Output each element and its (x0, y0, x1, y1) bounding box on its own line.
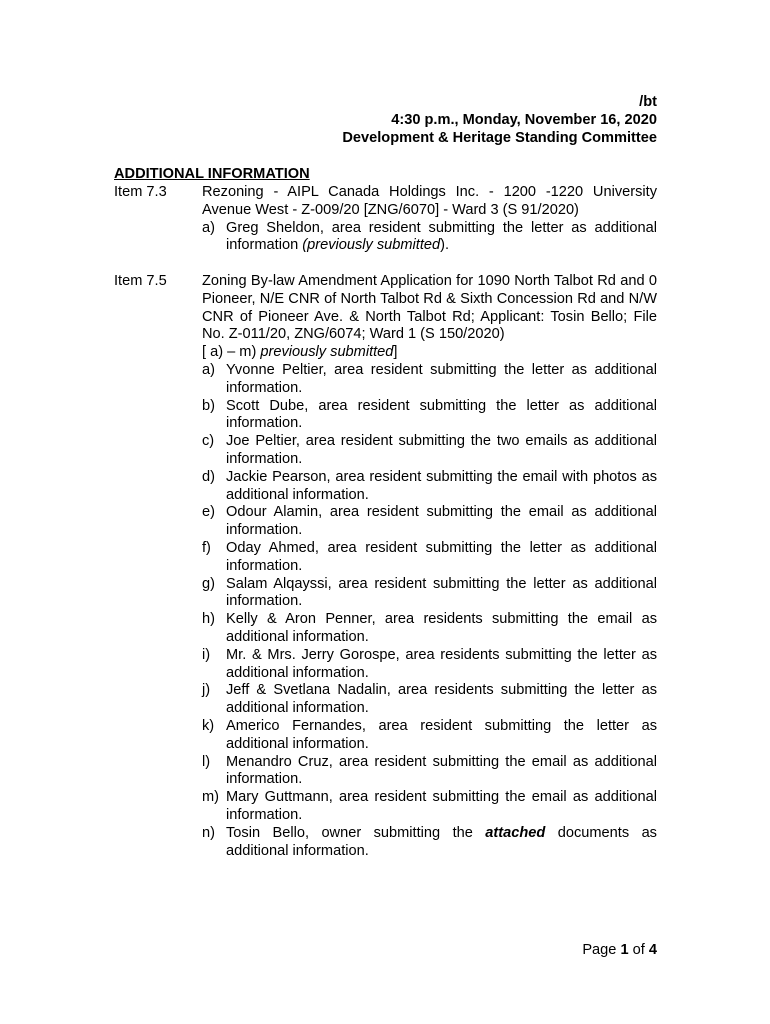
item-7-3-body (202, 184, 657, 255)
list-text-tail: ). (440, 237, 450, 254)
list-marker: m) (202, 789, 220, 806)
page-prefix: Page (582, 942, 621, 958)
item-7-3-list (202, 220, 657, 256)
list-text: Jackie Pearson, area resident submitting the email with photos as additional information. (226, 468, 657, 503)
list-text: Yvonne Peltier, area resident submitting the letter as additional information. (226, 361, 657, 396)
list-item (202, 540, 657, 576)
list-item (202, 362, 657, 398)
list-marker: g) (202, 575, 215, 592)
list-text: Greg Sheldon, area resident submitting the letter as additional information (226, 219, 657, 254)
list-marker: b) (202, 397, 215, 414)
list-item (202, 718, 657, 754)
item-7-5-list (202, 362, 657, 860)
list-text: Salam Alqayssi, area resident submitting the letter as additional information. (226, 575, 657, 610)
page-of: of (628, 942, 649, 958)
list-item (202, 576, 657, 612)
page-current: 1 (620, 942, 629, 958)
list-item (202, 398, 657, 434)
list-item (202, 433, 657, 469)
list-item (202, 647, 657, 683)
list-marker: k) (202, 717, 215, 734)
list-item (202, 754, 657, 790)
item-7-3-label: Item 7.3 (114, 184, 167, 200)
list-marker: a) (202, 361, 215, 378)
list-item (202, 789, 657, 825)
item-7-5-label: Item 7.5 (114, 273, 167, 289)
section-title: ADDITIONAL INFORMATION (114, 166, 310, 182)
list-text: Odour Alamin, area resident submitting the email as additional information. (226, 504, 657, 539)
list-marker: i) (202, 646, 211, 663)
list-item (202, 682, 657, 718)
list-item (202, 220, 657, 256)
item-7-3-description: Rezoning - AIPL Canada Holdings Inc. - 1200 -1220 University Avenue West - Z-009/20 [ZNG/6070] - Ward 3 (S 91/2020) (202, 184, 657, 218)
header-committee: Development & Heritage Standing Committee (342, 130, 657, 146)
list-text: Kelly & Aron Penner, area residents submitting the email as additional information. (226, 611, 657, 645)
list-item (202, 504, 657, 540)
list-marker: d) (202, 468, 215, 485)
list-marker: a) (202, 219, 215, 236)
item-7-5-body (202, 273, 657, 860)
note-italic: previously submitted (260, 344, 394, 361)
list-text: Mr. & Mrs. Jerry Gorospe, area residents submitting the letter as additional information. (226, 646, 657, 681)
list-marker: n) (202, 824, 215, 841)
note-close: ] (393, 344, 398, 361)
header-datetime: 4:30 p.m., Monday, November 16, 2020 (391, 112, 657, 128)
list-text: Jeff & Svetlana Nadalin, area residents submitting the letter as additional information. (226, 682, 657, 717)
list-text-italic: (previously submitted (302, 237, 441, 254)
page-number (582, 942, 657, 960)
list-marker: l) (202, 753, 211, 770)
list-text: Menandro Cruz, area resident submitting the email as additional information. (226, 753, 657, 788)
attached-emphasis: attached (485, 824, 546, 841)
list-text-tail: documents as additional information. (226, 824, 657, 859)
list-text: Tosin Bello, owner submitting the (226, 824, 486, 841)
list-marker: e) (202, 504, 215, 521)
item-7-5-description: Zoning By-law Amendment Application for 1090 North Talbot Rd and 0 Pioneer, N/E CNR of North Talbot Rd & Sixth Concession Rd and N/W CNR of Pioneer Ave. & North Talbot Rd; Applicant: Tosin Bello; File No. Z-011/20, ZNG/6074; Ward 1 (S 150/2020) (202, 273, 657, 343)
list-text: Mary Guttmann, area resident submitting the email as additional information. (226, 789, 657, 823)
list-item (202, 469, 657, 505)
page-total: 4 (648, 942, 657, 958)
list-item (202, 611, 657, 647)
list-text: Oday Ahmed, area resident submitting the letter as additional information. (226, 539, 657, 574)
list-marker: h) (202, 611, 215, 628)
previously-submitted-note (202, 344, 657, 362)
list-marker: f) (202, 539, 211, 556)
list-text: Joe Peltier, area resident submitting the two emails as additional information. (226, 433, 657, 467)
list-text: Americo Fernandes, area resident submitting the letter as additional information. (226, 717, 657, 752)
note-open: [ a) – m) (202, 344, 261, 361)
list-text: Scott Dube, area resident submitting the letter as additional information. (226, 397, 657, 432)
header-ref: /bt (639, 94, 657, 110)
list-marker: c) (202, 433, 215, 450)
list-marker: j) (202, 682, 211, 699)
list-item (202, 825, 657, 861)
